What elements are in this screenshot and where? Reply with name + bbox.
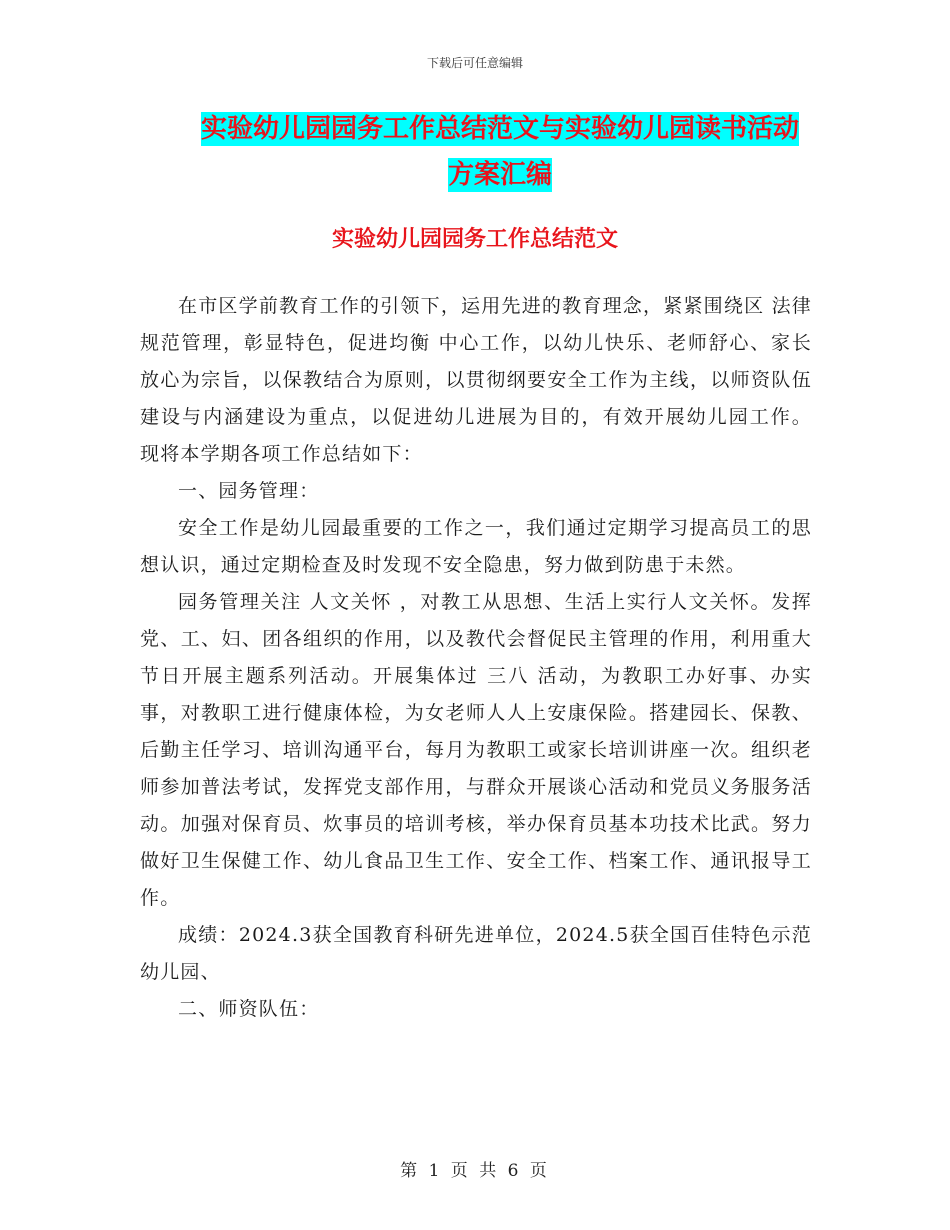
- paragraph-achievements: 成绩：2024.3获全国教育科研先进单位，2024.5获全国百佳特色示范幼儿园、: [140, 924, 812, 983]
- paragraph-humanistic-care: 园务管理关注 人文关怀 ，对教工从思想、生活上实行人文关怀。发挥党、工、妇、团各组织的作用，以及教代会督促民主管理的作用，利用重大节日开展主题系列活动。开展集体过 三八 活动，为教职工办好事、办实事，对教职工进行健康体检，为女老师人人上安康保险。搭建园长、保教、后勤主任学习、培训沟通平台，每月为教职工或家长培训讲座一次。组织老师参加普法考试，发挥党支部作用，与群众开展谈心活动和党员义务服务活动。加强对保育员、炊事员的培训考核，举办保育员基本功技术比武。努力做好卫生保健工作、幼儿食品卫生工作、安全工作、档案工作、通讯报导工作。: [140, 591, 812, 909]
- header-note: 下载后可任意编辑: [426, 56, 523, 70]
- paragraph-heading-staff: 二、师资队伍：: [178, 998, 320, 1020]
- document-title: [140, 106, 860, 198]
- paragraph-intro: 在市区学前教育工作的引领下，运用先进的教育理念，紧紧围绕区 法律规范管理，彰显特色，促进均衡 中心工作，以幼儿快乐、老师舒心、家长放心为宗旨，以保教结合为原则，以贯彻纲要安全工作为主线，以师资队伍建设与内涵建设为重点，以促进幼儿进展为目的，有效开展幼儿园工作。 现将本学期各项工作总结如下：: [140, 295, 812, 465]
- paragraph-heading-management: 一、园务管理：: [178, 480, 320, 502]
- document-body: [140, 288, 812, 1028]
- document-title-line-2: 方案汇编: [447, 160, 552, 190]
- paragraph-safety: 安全工作是幼儿园最重要的工作之一，我们通过定期学习提高员工的思想认识，通过定期检查及时发现不安全隐患，努力做到防患于未然。: [140, 517, 812, 576]
- section-title: 实验幼儿园园务工作总结范文: [331, 227, 618, 252]
- page-number-footer: 第 1 页 共 6 页: [400, 1161, 550, 1181]
- document-title-line-1: 实验幼儿园园务工作总结范文与实验幼儿园读书活动: [200, 114, 799, 144]
